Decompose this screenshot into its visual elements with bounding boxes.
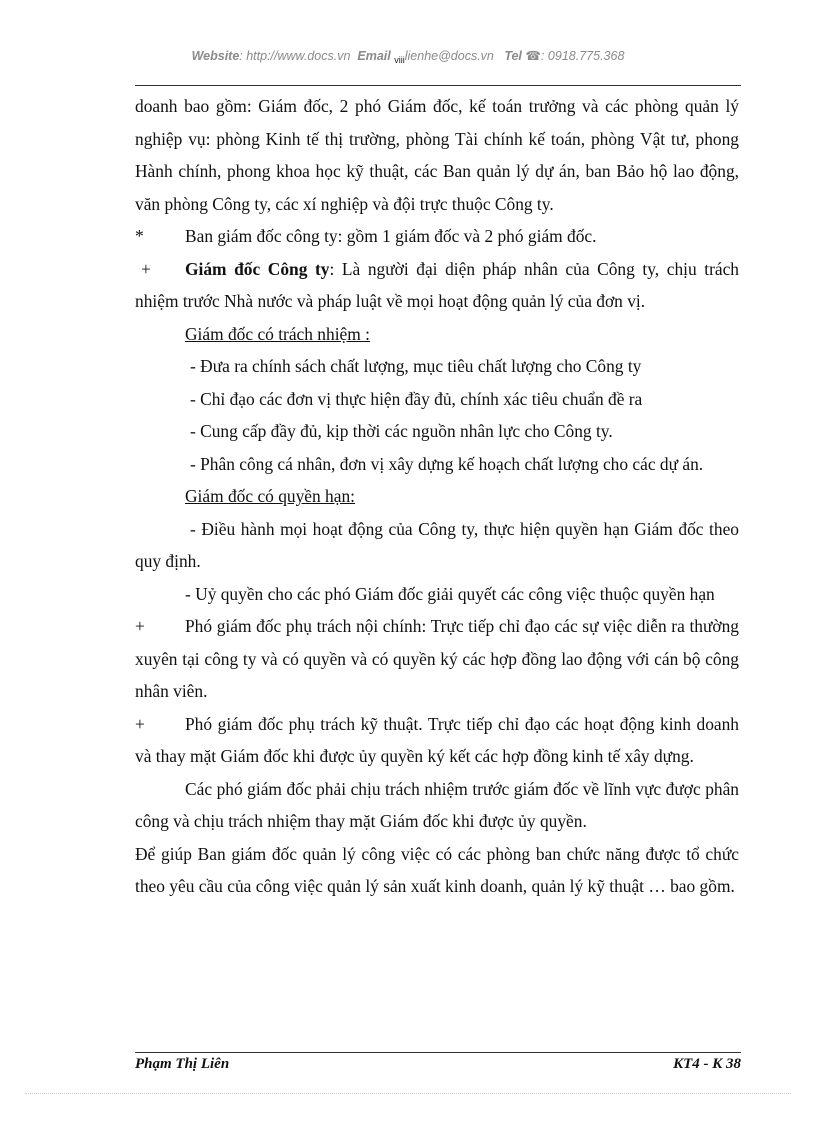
responsibility-heading: Giám đốc có trách nhiệm : xyxy=(185,323,370,344)
email-subscript: viii xyxy=(394,55,405,65)
tel-label: Tel xyxy=(504,49,522,63)
deputies-responsibility-paragraph: Các phó giám đốc phải chịu trách nhiệm trước giám đốc về lĩnh vực được phân công và chịu trách nhiệm thay mặt Giám đốc khi được ủy quyền. xyxy=(135,778,739,831)
page-footer xyxy=(135,1056,741,1073)
document-body xyxy=(135,90,739,903)
plus-bullet: + xyxy=(135,616,145,636)
director-title: Giám đốc Công ty xyxy=(185,258,330,279)
tel-value: : 0918.775.368 xyxy=(540,49,625,63)
plus-bullet: + xyxy=(135,713,145,734)
director-paragraph xyxy=(135,253,739,318)
header-rule xyxy=(135,85,741,86)
footer-author: Phạm Thị Liên xyxy=(135,1056,230,1072)
email-value: lienhe@docs.vn xyxy=(404,49,494,63)
email-label: Email xyxy=(357,49,391,63)
deputy-internal-text: Phó giám đốc phụ trách nội chính: Trực tiếp chỉ đạo các sự việc diễn ra thường xuyên tại công ty và có quyền và có quyền ký các hợp đồng lao động với cán bộ công nhân viên. xyxy=(135,616,739,701)
deputy-technical-text: Phó giám đốc phụ trách kỹ thuật. Trực tiếp chỉ đạo các hoạt động kinh doanh và thay mặt Giám đốc khi được ủy quyền ký kết các hợp đồng kinh tế xây dựng. xyxy=(135,713,739,766)
responsibility-item: - Chỉ đạo các đơn vị thực hiện đầy đủ, chính xác tiêu chuẩn đề ra xyxy=(190,388,643,409)
deputy-internal-paragraph xyxy=(135,610,739,708)
departments-paragraph: Để giúp Ban giám đốc quản lý công việc có các phòng ban chức năng được tổ chức theo yêu cầu của công việc quản lý sản xuất kinh doanh, quản lý kỹ thuật … bao gồm. xyxy=(135,843,739,896)
authority-heading: Giám đốc có quyền hạn: xyxy=(185,486,355,506)
board-text: Ban giám đốc công ty: gồm 1 giám đốc và 2 phó giám đốc. xyxy=(185,226,597,246)
deputy-technical-paragraph xyxy=(135,708,739,773)
footer-class-code: KT4 - K 38 xyxy=(673,1056,741,1072)
footer-rule xyxy=(135,1052,741,1053)
website-label: Website xyxy=(191,49,240,63)
phone-icon: ☎ xyxy=(525,49,541,63)
plus-bullet: + xyxy=(141,258,151,279)
page-bottom-dotted-line xyxy=(25,1093,791,1094)
page-header xyxy=(0,48,816,65)
asterisk-bullet: * xyxy=(135,226,144,246)
authority-item: - Điều hành mọi hoạt động của Công ty, thực hiện quyền hạn Giám đốc theo quy định. xyxy=(135,518,739,571)
authority-item: - Uỷ quyền cho các phó Giám đốc giải quyết các công việc thuộc quyền hạn xyxy=(185,583,715,604)
paragraph-intro: doanh bao gồm: Giám đốc, 2 phó Giám đốc, kế toán trưởng và các phòng quản lý nghiệp vụ: phòng Kinh tế thị trường, phòng Tài chính kế toán, phòng Vật tư, phong Hành chính, phong khoa học kỹ thuật, các Ban quản lý dự án, ban Bảo hộ lao động, văn phòng Công ty, các xí nghiệp và đội trực thuộc Công ty. xyxy=(135,96,739,214)
board-of-directors-item xyxy=(135,220,739,253)
director-text: : Là người đại diện pháp nhân của Công ty, chịu trách nhiệm trước Nhà nước và pháp luật về mọi hoạt động quản lý của đơn vị. xyxy=(135,258,740,311)
responsibility-item: - Phân công cá nhân, đơn vị xây dựng kế hoạch chất lượng cho các dự án. xyxy=(190,453,704,474)
responsibility-item: - Cung cấp đầy đủ, kịp thời các nguồn nhân lực cho Công ty. xyxy=(190,421,613,441)
responsibility-item: - Đưa ra chính sách chất lượng, mục tiêu chất lượng cho Công ty xyxy=(190,356,642,376)
website-value: : http://www.docs.vn xyxy=(239,49,351,63)
